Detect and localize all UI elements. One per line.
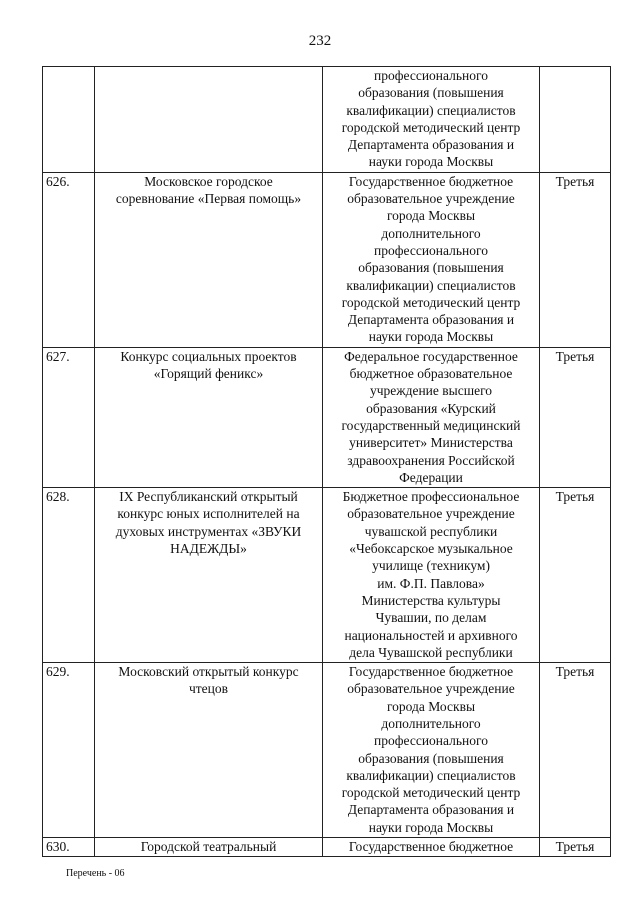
event-name-cell	[95, 838, 323, 857]
level-cell	[540, 67, 611, 173]
event-name-line: соревнование «Первая помощь»	[115, 191, 302, 207]
organizer-line: образовательное учреждение	[347, 506, 515, 522]
footer-text: Перечень - 06	[66, 868, 125, 879]
organizer-line: квалификации) специалистов	[346, 767, 516, 783]
event-name-cell	[95, 663, 323, 838]
organizer-line: профессионального	[374, 68, 488, 83]
event-name-line: чтецов	[188, 681, 229, 697]
row-number: 627.	[43, 347, 95, 487]
organizer-line: города Москвы	[386, 208, 476, 224]
level-cell: Третья	[540, 838, 611, 857]
event-name-cell	[95, 67, 323, 173]
level-cell: Третья	[540, 663, 611, 838]
organizer-line: здравоохранения Российской	[347, 452, 515, 468]
organizer-cell	[323, 488, 540, 663]
event-name-line: IX Республиканский открытый	[119, 489, 298, 505]
organizer-line: профессионального	[374, 733, 488, 749]
organizer-line: образовательное учреждение	[347, 191, 515, 207]
level-cell: Третья	[540, 488, 611, 663]
row-number	[43, 67, 95, 173]
event-name-line: «Горящий феникс»	[153, 366, 264, 382]
organizer-line: квалификации) специалистов	[346, 277, 516, 293]
table-row	[43, 347, 611, 487]
page-number: 232	[308, 33, 332, 49]
organizer-line: науки города Москвы	[368, 154, 494, 170]
table-row	[43, 67, 611, 173]
row-number: 626.	[43, 172, 95, 347]
organizer-line: городской методический центр	[341, 119, 521, 135]
organizer-line: учреждение высшего	[369, 383, 493, 399]
event-name-line: Конкурс социальных проектов	[120, 348, 297, 364]
organizer-line: образования «Курский	[366, 400, 496, 416]
organizer-line: им. Ф.П. Павлова»	[377, 575, 485, 591]
table-row	[43, 488, 611, 663]
organizer-line: Федеральное государственное	[344, 348, 518, 364]
organizer-line: города Москвы	[386, 698, 476, 714]
table-row	[43, 663, 611, 838]
organizer-line: дополнительного	[381, 225, 481, 241]
organizer-line: чувашской республики	[364, 523, 498, 539]
organizer-line: Бюджетное профессиональное	[342, 489, 520, 505]
organizer-line: Министерства культуры	[361, 592, 501, 608]
table-row	[43, 838, 611, 857]
organizer-line: образования (повышения	[358, 260, 504, 276]
organizer-line: бюджетное образовательное	[349, 366, 513, 382]
event-name-line: НАДЕЖДЫ»	[170, 541, 247, 557]
event-name-line: Московский открытый конкурс	[118, 664, 299, 680]
organizer-line: профессионального	[374, 242, 488, 258]
table-row	[43, 172, 611, 347]
row-number: 628.	[43, 488, 95, 663]
organizer-line: науки города Москвы	[368, 819, 494, 835]
organizer-cell	[323, 172, 540, 347]
row-number: 630.	[43, 838, 95, 857]
organizer-line: училище (техникум)	[372, 558, 490, 574]
organizer-line: Чувашии, по делам	[375, 610, 487, 626]
organizer-line: Государственное бюджетное	[348, 839, 514, 855]
organizer-line: квалификации) специалистов	[346, 102, 516, 118]
organizer-line: Государственное бюджетное	[348, 173, 514, 189]
organizer-line: Государственное бюджетное	[348, 664, 514, 680]
organizer-line: дела Чувашской республики	[349, 644, 513, 660]
organizer-cell	[323, 347, 540, 487]
organizer-line: городской методический центр	[341, 785, 521, 801]
level-cell: Третья	[540, 347, 611, 487]
table-body	[43, 67, 611, 857]
organizer-line: образования (повышения	[358, 750, 504, 766]
organizer-line: Департамента образования и	[347, 312, 515, 328]
organizer-cell	[323, 838, 540, 857]
event-name-line: Московское городское	[144, 173, 273, 189]
event-name-cell	[95, 488, 323, 663]
organizer-line: образовательное учреждение	[347, 681, 515, 697]
row-number: 629.	[43, 663, 95, 838]
event-name-cell	[95, 172, 323, 347]
organizer-cell	[323, 663, 540, 838]
list-table	[42, 66, 611, 857]
event-name-line: конкурс юных исполнителей на	[117, 506, 300, 522]
organizer-line: «Чебоксарское музыкальное	[349, 541, 513, 557]
event-name-line: Городской театральный	[140, 839, 277, 855]
organizer-cell	[323, 67, 540, 173]
level-cell: Третья	[540, 172, 611, 347]
organizer-line: Департамента образования и	[347, 802, 515, 818]
organizer-line: национальностей и архивного	[344, 627, 518, 643]
event-name-line: духовых инструментах «ЗВУКИ	[115, 523, 302, 539]
organizer-line: городской методический центр	[341, 294, 521, 310]
organizer-line: государственный медицинский	[341, 417, 521, 433]
organizer-line: Департамента образования и	[347, 137, 515, 153]
organizer-line: дополнительного	[381, 715, 481, 731]
organizer-line: Федерации	[399, 469, 463, 485]
event-name-cell	[95, 347, 323, 487]
organizer-line: образования (повышения	[358, 85, 504, 101]
organizer-line: науки города Москвы	[368, 329, 494, 345]
organizer-line: университет» Министерства	[349, 435, 513, 451]
